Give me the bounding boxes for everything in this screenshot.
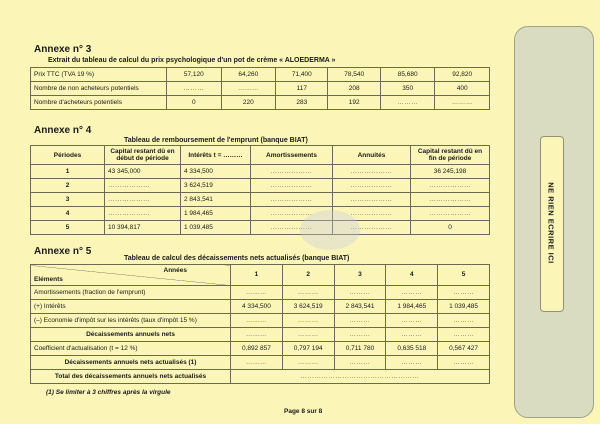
- table-cell: 2 843,541: [181, 193, 251, 207]
- table-cell: ………………: [411, 193, 490, 207]
- year-header: 1: [231, 265, 283, 286]
- table-cell: 350: [380, 82, 435, 96]
- table-cell: ………………: [105, 193, 181, 207]
- page-number: Page 8 sur 8: [284, 408, 323, 415]
- annexe3-title: Annexe n° 3: [34, 44, 92, 55]
- table-row: [31, 300, 490, 314]
- corner-header: [31, 265, 231, 286]
- table-cell: 71,400: [276, 68, 328, 82]
- table-cell: 0,635 518: [386, 342, 438, 356]
- table-cell: 400: [435, 82, 490, 96]
- period-cell: 3: [31, 193, 105, 207]
- table-cell: ………………: [251, 193, 333, 207]
- annexe4-title: Annexe n° 4: [34, 125, 92, 136]
- column-header: Capital restant dû en fin de période: [411, 146, 490, 165]
- table-cell: 0,567 427: [438, 342, 490, 356]
- years-header: Années: [163, 267, 187, 274]
- table-cell: ………………: [105, 207, 181, 221]
- table-cell: ………………: [333, 221, 411, 235]
- table-row: [31, 342, 490, 356]
- table-cell: ………………: [333, 207, 411, 221]
- row-label: Coefficient d'actualisation (t = 12 %): [31, 342, 231, 356]
- annexe4-caption: Tableau de remboursement de l'emprunt (banque BIAT): [124, 137, 308, 144]
- table-cell: 1 984,465: [181, 207, 251, 221]
- table-cell: 208: [328, 82, 380, 96]
- table-cell: 1 039,485: [181, 221, 251, 235]
- total-label: Total des décaissements annuels nets actualisés: [31, 370, 231, 384]
- table-cell: 4 334,500: [231, 300, 283, 314]
- table-row: [31, 286, 490, 300]
- table-cell: ………: [221, 82, 276, 96]
- watermark-stamp: [300, 210, 360, 250]
- do-not-write-label: NE RIEN ECRIRE ICI: [546, 182, 556, 264]
- footnote: (1) Se limiter à 3 chiffres après la virgule: [46, 389, 171, 396]
- table-cell: ………………: [251, 221, 333, 235]
- year-header: 3: [334, 265, 386, 286]
- table-cell: 0,892 857: [231, 342, 283, 356]
- table-row: [31, 328, 490, 342]
- period-cell: 1: [31, 165, 105, 179]
- table-row: [31, 165, 490, 179]
- column-header: Amortissements: [251, 146, 333, 165]
- row-label: (+) Intérêts: [31, 300, 231, 314]
- row-label: Nombre de non acheteurs potentiels: [31, 82, 167, 96]
- period-cell: 5: [31, 221, 105, 235]
- table-cell: ………: [386, 328, 438, 342]
- table-cell: 3 624,519: [181, 179, 251, 193]
- annexe5-title: Annexe n° 5: [34, 246, 92, 257]
- total-row: [31, 370, 490, 384]
- year-header: 5: [438, 265, 490, 286]
- table-cell: 3 624,519: [282, 300, 334, 314]
- total-value: ……………………………………………: [231, 370, 490, 384]
- table-cell: 0,797 194: [282, 342, 334, 356]
- table-cell: ………………: [251, 165, 333, 179]
- annexe5-table: [30, 264, 490, 384]
- table-row: [31, 96, 490, 110]
- table-row: [31, 179, 490, 193]
- table-cell: ………: [386, 286, 438, 300]
- column-header: Capital restant dû en début de période: [105, 146, 181, 165]
- table-cell: ………: [334, 328, 386, 342]
- table-cell: 2 843,541: [334, 300, 386, 314]
- table-cell: ………: [231, 314, 283, 328]
- table-cell: ………………: [251, 179, 333, 193]
- table-cell: 92,820: [435, 68, 490, 82]
- table-cell: 64,260: [221, 68, 276, 82]
- table-cell: 0: [411, 221, 490, 235]
- table-cell: ………: [282, 286, 334, 300]
- row-label: Amortissements (fraction de l'emprunt): [31, 286, 231, 300]
- table-cell: 36 245,198: [411, 165, 490, 179]
- table-cell: 78,540: [328, 68, 380, 82]
- table-row: [31, 68, 490, 82]
- row-label: Décaissements annuels nets: [31, 328, 231, 342]
- table-cell: ………: [334, 314, 386, 328]
- table-cell: ………: [438, 356, 490, 370]
- table-cell: ………………: [411, 179, 490, 193]
- table-cell: ………: [231, 356, 283, 370]
- column-header: Annuités: [333, 146, 411, 165]
- annexe5-caption: Tableau de calcul des décaissements nets actualisés (banque BIAT): [124, 255, 350, 262]
- table-cell: 0: [167, 96, 222, 110]
- table-row: [31, 221, 490, 235]
- elements-header: Eléments: [34, 276, 63, 283]
- row-label: Décaissements annuels nets actualisés (1): [31, 356, 231, 370]
- table-cell: ………: [282, 314, 334, 328]
- table-cell: ………: [282, 356, 334, 370]
- table-cell: 0,711 780: [334, 342, 386, 356]
- annexe4-table: [30, 145, 490, 235]
- table-cell: ………: [435, 96, 490, 110]
- table-cell: 220: [221, 96, 276, 110]
- table-cell: ………………: [105, 179, 181, 193]
- table-cell: ………: [438, 286, 490, 300]
- table-cell: ………: [231, 286, 283, 300]
- table-row: [31, 207, 490, 221]
- table-cell: ………………: [333, 179, 411, 193]
- table-cell: ………………: [333, 165, 411, 179]
- table-cell: 43 345,000: [105, 165, 181, 179]
- table-cell: 1 039,485: [438, 300, 490, 314]
- year-header: 4: [386, 265, 438, 286]
- table-cell: 4 334,500: [181, 165, 251, 179]
- table-row: [31, 356, 490, 370]
- annexe3-caption: Extrait du tableau de calcul du prix psychologique d'un pot de crème « ALOEDERMA »: [48, 57, 336, 64]
- annexe3-table: [30, 67, 490, 110]
- table-cell: 283: [276, 96, 328, 110]
- table-cell: ………: [334, 356, 386, 370]
- row-label: Prix TTC (TVA 19 %): [31, 68, 167, 82]
- table-cell: 1 984,465: [386, 300, 438, 314]
- table-cell: ………: [386, 314, 438, 328]
- table-row: [31, 82, 490, 96]
- table-cell: ………………: [333, 193, 411, 207]
- table-cell: ………: [380, 96, 435, 110]
- table-row: [31, 314, 490, 328]
- row-label: (–) Economie d'impôt sur les intérêts (taux d'impôt 15 %): [31, 314, 231, 328]
- table-cell: ………………: [411, 207, 490, 221]
- table-cell: ………: [438, 328, 490, 342]
- table-cell: 10 394,817: [105, 221, 181, 235]
- table-cell: ………: [282, 328, 334, 342]
- row-label: Nombre d'acheteurs potentiels: [31, 96, 167, 110]
- year-header: 2: [282, 265, 334, 286]
- table-cell: ………: [438, 314, 490, 328]
- table-cell: 192: [328, 96, 380, 110]
- column-header: Intérêts t = ………: [181, 146, 251, 165]
- table-cell: ………: [231, 328, 283, 342]
- table-cell: 85,680: [380, 68, 435, 82]
- table-cell: 57,120: [167, 68, 222, 82]
- table-cell: ………: [386, 356, 438, 370]
- table-row: [31, 193, 490, 207]
- table-cell: ………: [334, 286, 386, 300]
- table-cell: ………………: [251, 207, 333, 221]
- period-cell: 2: [31, 179, 105, 193]
- table-cell: 117: [276, 82, 328, 96]
- table-cell: ………: [167, 82, 222, 96]
- period-cell: 4: [31, 207, 105, 221]
- column-header: Périodes: [31, 146, 105, 165]
